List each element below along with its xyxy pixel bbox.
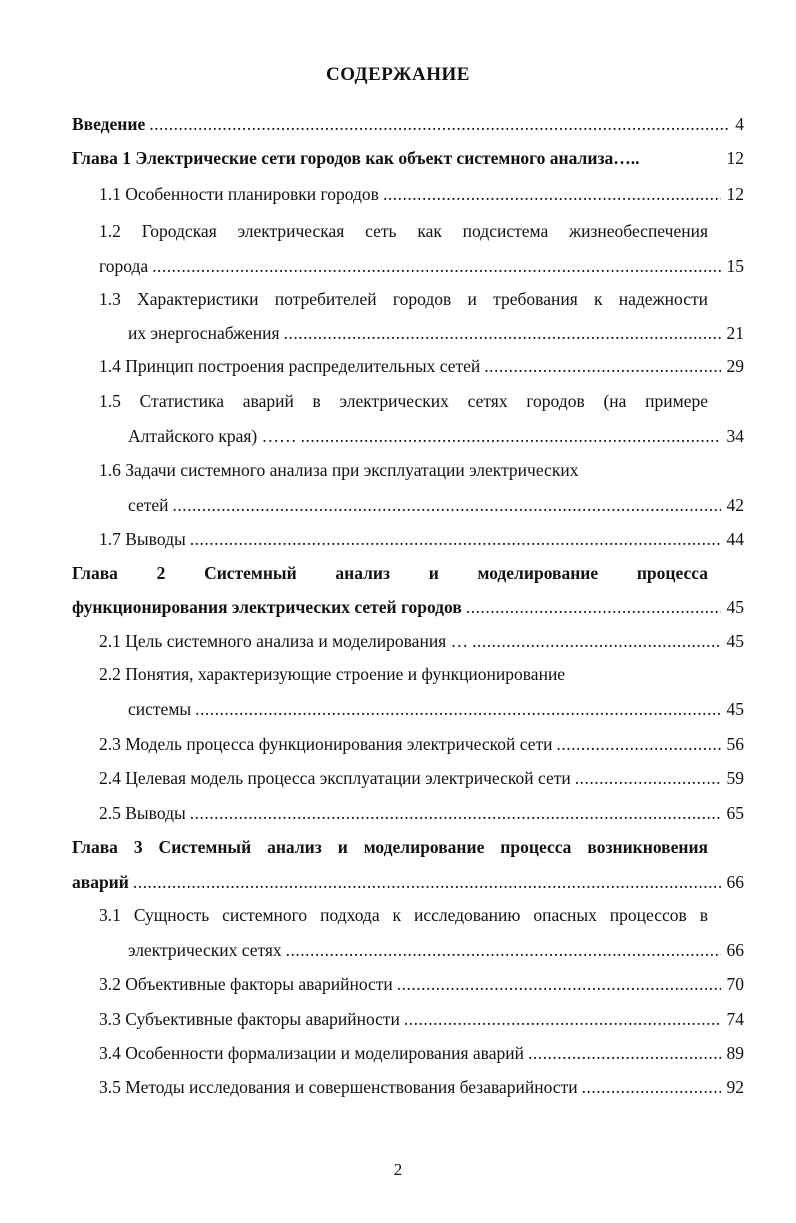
toc-entry-page: 12 (726, 148, 744, 168)
toc-entry-2-1[interactable] (99, 630, 744, 652)
chapter-2-word: и (428, 563, 439, 583)
toc-entry-page: 34 (726, 426, 744, 446)
toc-entry-page: 66 (726, 872, 744, 892)
toc-entry-text: сетей (128, 495, 169, 515)
toc-entry-1-6-line1[interactable] (99, 459, 744, 481)
dot-leader (383, 183, 721, 205)
toc-entry-page: 42 (726, 495, 744, 515)
toc-entry-text: 3.1 Сущность системного подхода к исследованию опасных процессов в (99, 905, 708, 925)
toc-entry-text: электрических сетях (128, 940, 282, 960)
toc-entry-text: их энергоснабжения (128, 323, 280, 343)
toc-entry-page: 89 (726, 1043, 744, 1063)
chapter-2-word: моделирование (477, 563, 599, 583)
dot-leader (286, 939, 721, 961)
dot-leader (484, 355, 720, 377)
toc-entry-1-2-line2[interactable] (99, 255, 744, 277)
toc-entry-1-5-line1[interactable] (99, 390, 708, 412)
toc-entry-2-4[interactable] (99, 767, 744, 789)
toc-entry-chapter-3-line2[interactable] (72, 871, 744, 893)
toc-entry-text: Алтайского края) …… (128, 426, 297, 446)
toc-entry-introduction[interactable] (72, 113, 744, 135)
dot-leader (404, 1008, 721, 1030)
toc-entry-1-1[interactable] (99, 183, 744, 205)
dot-leader (575, 767, 721, 789)
chapter-2-word: Глава (72, 563, 118, 583)
dot-leader (284, 322, 721, 344)
dot-leader (556, 733, 720, 755)
toc-entry-text: функционирования электрических сетей городов (72, 597, 462, 617)
dot-leader (466, 596, 721, 618)
toc-entry-page: 4 (735, 114, 744, 134)
toc-entry-text: 3.3 Субъективные факторы аварийности (99, 1009, 400, 1029)
dot-leader (190, 802, 721, 824)
toc-entry-3-1-line2[interactable] (128, 939, 744, 961)
dot-leader (133, 871, 721, 893)
chapter-2-word: процесса (636, 563, 708, 583)
toc-entry-text: 2.5 Выводы (99, 803, 186, 823)
toc-entry-3-2[interactable] (99, 973, 744, 995)
dot-leader (528, 1042, 721, 1064)
toc-entry-2-3[interactable] (99, 733, 744, 755)
toc-entry-page: 70 (726, 974, 744, 994)
toc-entry-page: 66 (726, 940, 744, 960)
dot-leader (149, 113, 729, 135)
dot-leader (397, 973, 721, 995)
toc-entry-page: 21 (726, 323, 744, 343)
toc-entry-text: Введение (72, 114, 146, 134)
toc-entry-page: 74 (726, 1009, 744, 1029)
toc-entry-1-3-line1[interactable] (99, 288, 708, 310)
toc-entry-1-3-line2[interactable] (128, 322, 744, 344)
chapter-2-word: Системный (204, 563, 297, 583)
toc-entry-page: 92 (726, 1077, 744, 1097)
toc-title: СОДЕРЖАНИЕ (326, 64, 470, 85)
toc-entry-2-2-line1[interactable] (99, 663, 744, 685)
dot-leader (190, 528, 721, 550)
toc-entry-text: 3.2 Объективные факторы аварийности (99, 974, 393, 994)
toc-entry-text: аварий (72, 872, 129, 892)
toc-entry-text: 1.5 Статистика аварий в электрических сетях городов (на примере (99, 391, 708, 411)
toc-entry-page: 45 (726, 699, 744, 719)
toc-entry-1-2-line1[interactable] (99, 220, 708, 242)
toc-entry-text: 2.1 Цель системного анализа и моделирования … (99, 631, 469, 651)
toc-entry-3-5[interactable] (99, 1076, 744, 1098)
toc-entry-chapter-1[interactable] (72, 147, 744, 169)
dot-leader (582, 1076, 721, 1098)
toc-entry-page: 65 (726, 803, 744, 823)
toc-entry-1-5-line2[interactable] (128, 425, 744, 447)
toc-entry-page: 56 (726, 734, 744, 754)
toc-entry-text: 1.2 Городская электрическая сеть как подсистема жизнеобеспечения (99, 221, 708, 241)
toc-entry-3-4[interactable] (99, 1042, 744, 1064)
page-number: 2 (393, 1160, 403, 1179)
toc-entry-text: 1.1 Особенности планировки городов (99, 184, 379, 204)
toc-entry-text: 2.4 Целевая модель процесса эксплуатации электрической сети (99, 768, 571, 788)
toc-entry-text: 2.2 Понятия, характеризующие строение и функционирование (99, 664, 566, 684)
toc-entry-text: Глава 3 Системный анализ и моделирование процесса возникновения (72, 837, 708, 857)
dot-leader (472, 630, 720, 652)
toc-entry-text: 3.5 Методы исследования и совершенствования безаварийности (99, 1077, 578, 1097)
toc-entry-page: 45 (726, 597, 744, 617)
dot-leader (195, 698, 720, 720)
toc-entry-page: 59 (726, 768, 744, 788)
toc-entry-2-2-line2[interactable] (128, 698, 744, 720)
dot-leader (173, 494, 721, 516)
dot-leader (152, 255, 720, 277)
chapter-2-word: 2 (156, 563, 166, 583)
toc-entry-chapter-2-line2[interactable] (72, 596, 744, 618)
toc-entry-1-6-line2[interactable] (128, 494, 744, 516)
toc-entry-chapter-3-line1[interactable] (72, 836, 708, 858)
toc-entry-text: 1.6 Задачи системного анализа при эксплуатации электрических (99, 460, 579, 480)
toc-entry-text: 1.7 Выводы (99, 529, 186, 549)
toc-entry-page: 45 (726, 631, 744, 651)
toc-entry-3-3[interactable] (99, 1008, 744, 1030)
toc-entry-1-4[interactable] (99, 355, 744, 377)
toc-entry-text: 2.3 Модель процесса функционирования электрической сети (99, 734, 553, 754)
toc-entry-text: 3.4 Особенности формализации и моделирования аварий (99, 1043, 524, 1063)
toc-entry-text: системы (128, 699, 192, 719)
toc-entry-text: 1.4 Принцип построения распределительных сетей (99, 356, 481, 376)
toc-entry-text: Глава 1 Электрические сети городов как объект системного анализа….. (72, 148, 640, 168)
toc-entry-1-7[interactable] (99, 528, 744, 550)
toc-entry-text: города (99, 256, 149, 276)
dot-leader (301, 425, 721, 447)
toc-entry-text: 1.3 Характеристики потребителей городов и требования к надежности (99, 289, 708, 309)
toc-entry-page: 29 (726, 356, 744, 376)
toc-entry-page: 15 (726, 256, 744, 276)
toc-entry-3-1-line1[interactable] (99, 904, 708, 926)
toc-entry-page: 44 (726, 529, 744, 549)
toc-entry-page: 12 (726, 184, 744, 204)
toc-entry-chapter-2-line1[interactable] (72, 562, 708, 584)
toc-entry-2-5[interactable] (99, 802, 744, 824)
chapter-2-word: анализ (335, 563, 391, 583)
